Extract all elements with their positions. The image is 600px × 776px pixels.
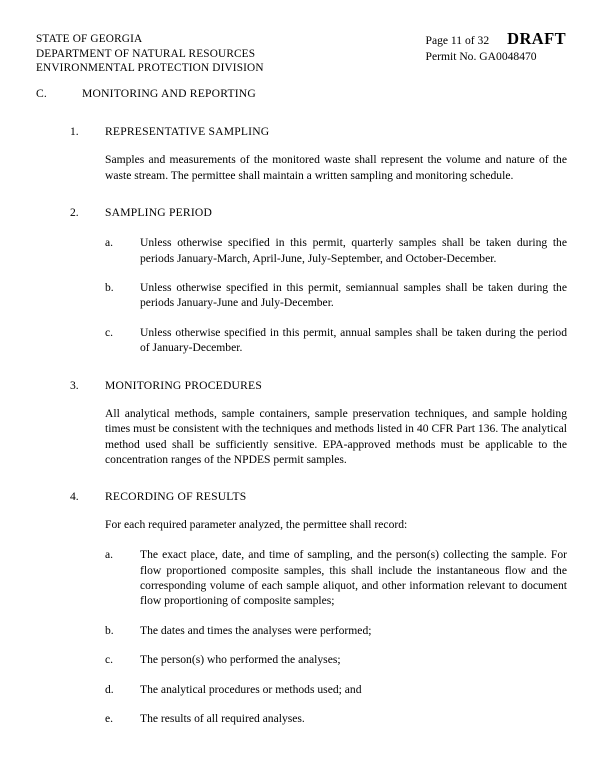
item-paragraph-3: All analytical methods, sample containers, sample preservation techniques, and sample holding times must be consistent with the techniques and methods listed in 40 CFR Part 136. The analytical method used shall be sufficiently sensitive. EPA-approved methods must be applicable to the concentration ranges of the NPDES permit samples. xyxy=(105,406,567,467)
subitem-marker-4c: c. xyxy=(105,653,114,667)
lettered-item-2b xyxy=(0,280,600,311)
agency-line-division: ENVIRONMENTAL PROTECTION DIVISION xyxy=(36,62,264,75)
item-heading-4: RECORDING OF RESULTS xyxy=(105,490,247,504)
item-paragraph-1: Samples and measurements of the monitored waste shall represent the volume and nature of the waste stream. The permittee shall maintain a written sampling and monitoring schedule. xyxy=(105,153,567,182)
agency-identification xyxy=(36,32,264,76)
agency-line-department: DEPARTMENT OF NATURAL RESOURCES xyxy=(36,47,256,60)
section-heading-c xyxy=(36,87,256,100)
subitem-text-4c: The person(s) who performed the analyses; xyxy=(140,653,341,667)
lettered-item-2a xyxy=(0,235,600,266)
lettered-item-4a xyxy=(0,547,600,609)
document-body xyxy=(0,124,600,726)
subitem-marker-4e: e. xyxy=(105,711,114,725)
subitem-marker-2b: b. xyxy=(105,281,114,295)
spacer xyxy=(0,183,600,205)
spacer xyxy=(0,638,600,652)
spacer xyxy=(0,697,600,711)
spacer xyxy=(0,356,600,378)
spacer xyxy=(0,311,600,325)
subitem-marker-2a: a. xyxy=(105,236,114,250)
page-number: Page 11 of 32 xyxy=(425,34,490,47)
subitem-text-4e: The results of all required analyses. xyxy=(140,711,305,725)
subitem-text-4d: The analytical procedures or methods used; and xyxy=(140,682,362,696)
subitem-text-4a: The exact place, date, and time of sampling, and the person(s) collecting the sample. For flow proportioned composite samples, this shall include the instantaneous flow and the corresponding volume of each sample aliquot, and other information relevant to document flow proportioning of composite samples; xyxy=(140,548,567,608)
item-heading-2: SAMPLING PERIOD xyxy=(105,206,213,220)
subitem-marker-4b: b. xyxy=(105,623,114,637)
draft-stamp: DRAFT xyxy=(507,29,566,48)
item-marker-3: 3. xyxy=(70,378,79,392)
item-paragraph-4: For each required parameter analyzed, the permittee shall record: xyxy=(105,517,408,531)
page-and-draft-row xyxy=(425,29,567,49)
spacer xyxy=(0,532,600,547)
numbered-item-3 xyxy=(0,378,600,468)
item-heading-3: MONITORING PROCEDURES xyxy=(105,378,262,392)
spacer xyxy=(0,266,600,280)
lettered-item-4d xyxy=(0,682,600,697)
section-title: MONITORING AND REPORTING xyxy=(82,87,256,100)
subitem-text-2a: Unless otherwise specified in this permit, quarterly samples shall be taken during the periods January-March, April-June, July-September, and October-December. xyxy=(140,236,567,265)
item-marker-2: 2. xyxy=(70,206,79,220)
permit-number: Permit No. GA0048470 xyxy=(425,49,537,63)
section-marker: C. xyxy=(36,87,48,100)
spacer xyxy=(0,220,600,235)
lettered-item-4b xyxy=(0,623,600,638)
spacer xyxy=(0,467,600,489)
subitem-text-4b: The dates and times the analyses were performed; xyxy=(140,623,372,637)
permit-identification xyxy=(425,29,568,64)
numbered-item-1 xyxy=(0,124,600,183)
subitem-marker-4d: d. xyxy=(105,682,114,696)
subitem-marker-4a: a. xyxy=(105,548,114,562)
subitem-marker-2c: c. xyxy=(105,325,114,339)
lettered-item-4c xyxy=(0,652,600,667)
spacer xyxy=(0,668,600,682)
agency-line-state: STATE OF GEORGIA xyxy=(36,33,143,45)
item-heading-1: REPRESENTATIVE SAMPLING xyxy=(105,125,270,138)
numbered-item-2 xyxy=(0,205,600,220)
lettered-item-4e xyxy=(0,711,600,726)
subitem-text-2b: Unless otherwise specified in this permit, semiannual samples shall be taken during the periods January-June and July-December. xyxy=(140,281,567,310)
subitem-text-2c: Unless otherwise specified in this permit, annual samples shall be taken during the period of January-December. xyxy=(140,325,567,355)
item-marker-1: 1. xyxy=(70,125,79,138)
item-marker-4: 4. xyxy=(70,490,79,504)
lettered-item-2c xyxy=(0,325,600,356)
numbered-item-4 xyxy=(0,489,600,532)
spacer xyxy=(0,609,600,623)
page-header xyxy=(36,29,567,76)
